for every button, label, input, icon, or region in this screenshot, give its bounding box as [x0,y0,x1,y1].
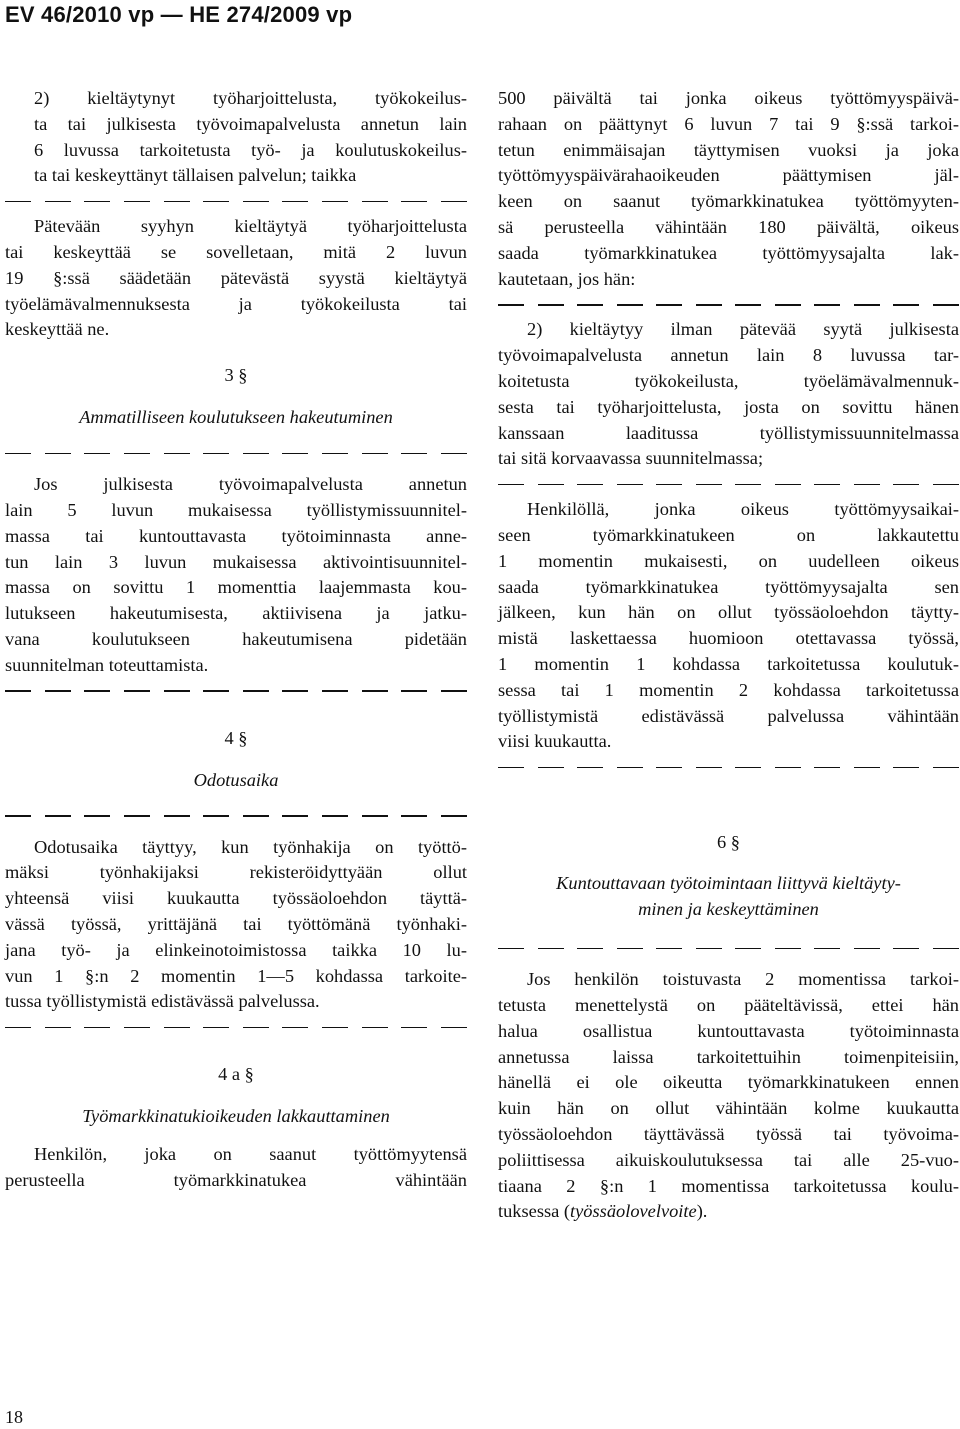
text-line: kanssaan laaditussa työllistymissuunnitelmassa [498,422,959,443]
section-title: Ammatilliseen koulutukseen hakeutuminen [79,407,393,428]
text-line: mistä laskettaessa huomioon otettavassa työssä, [498,628,959,649]
text-line: halua osallistua kuntouttavasta työtoiminnasta [498,1020,959,1041]
text-line: tai sitä korvaavassa suunnitelmassa; [498,448,764,469]
section-title-line: Kuntouttavaan työtoimintaan liittyvä kieltäyty- [556,873,901,894]
omission-dashes [498,936,959,961]
text-line: 6 luvussa tarkoitetusta työ- ja koulutuskokeilus- [34,139,467,160]
text-line: ta tai julkisesta työvoimapalvelusta annetun lain [34,113,467,134]
text-line: työllistymistä edistävässä palvelussa vähintään [498,705,959,726]
omission-dashes [5,1015,467,1040]
text-line: sä perusteella vähintään 180 päivältä, oikeus [498,216,959,237]
text-line: 500 päivältä tai jonka oikeus työttömyyspäivä- [498,88,959,108]
omission-dashes [498,755,959,780]
text-line: tussa työllistymistä edistävässä palvelussa. [5,991,320,1012]
text-line: jana työ- ja elinkeinotoimistossa taikka 10 lu- [5,939,467,960]
page-header: EV 46/2010 vp — HE 274/2009 vp [5,2,353,27]
text-line: työelämävalmennuksesta ja työkokeilusta tai [5,293,467,314]
section-number: 3 § [224,365,248,386]
paragraph-refuses-item [498,317,959,472]
paragraph-education [5,472,467,678]
text-line: seen työmarkkinatukeen on lakkautettu [498,524,959,545]
text-line: vun 1 §:n 2 momentin 1—5 kohdassa tarkoite- [5,965,467,986]
text-line: tiaana 2 §:n 1 momentissa tarkoitetussa koulu- [498,1175,959,1196]
text-line: kautetaan, jos hän: [498,268,636,289]
text-line: Pätevään syyhyn kieltäytyä työharjoittelusta [34,216,467,237]
text-line: hänellä ei ole oikeutta työmarkkinatukeen ennen [498,1072,959,1093]
text-line: työssäoloehdon täyttävässä työssä tai työvoima- [498,1123,959,1144]
text-line: lain 5 luvun mukaisessa työllistymissuunnitel- [5,499,467,520]
omission-dashes [5,441,467,466]
text-line: ta tai keskeyttänyt tällaisen palvelun; taikka [34,165,357,186]
text-line: massa on sovittu 1 momenttia laajemmasta kou- [5,577,467,598]
text-line: sessa tai 1 momentin 2 kohdassa tarkoitetussa [498,679,959,700]
text-line: keen on saanut työmarkkinatukea työttömyyten- [498,191,959,212]
omission-dashes [5,679,467,704]
text-line: 19 §:ssä säädetään pätevästä syystä kieltäytyä [5,267,467,288]
paragraph-valid-reason [5,214,467,343]
left-column [5,86,467,1194]
paragraph-rehab-refusal [498,967,959,1225]
text-line: saada työmarkkinatukea työttömyysajalta lak- [498,242,959,263]
text-line: poliittisessa aikuiskoulutuksessa tai alle 25-vuo- [498,1149,959,1170]
text-line: työvoimapalvelusta annetun lain 8 luvussa tar- [498,345,959,366]
text-line: Henkilön, joka on saanut työttömyytensä [34,1144,467,1165]
section-title: Odotusaika [193,769,279,790]
section-number: 4 a § [218,1064,254,1085]
emphasized-term: työssäolovelvoite [570,1201,697,1222]
paragraph-termination [5,1142,467,1194]
text-line: tetusta menettelystä on pääteltävissä, ettei hän [498,994,959,1015]
text-line: vana koulutukseen hakeutumisena pidetään [5,628,467,649]
text-line: saada työmarkkinatukea työttömyysajalta sen [498,576,959,597]
text-line: mäksi työnhakijaksi rekisteröidyttyään ollut [5,862,467,883]
text-line: keskeyttää ne. [5,319,110,340]
text-line: 1 momentin 1 kohdassa tarkoitetussa koulutuk- [498,653,959,674]
omission-dashes [498,292,959,317]
page-number: 18 [5,1407,23,1427]
paragraph-termination-cont [498,86,959,292]
section-title-line: minen ja keskeyttäminen [638,899,819,920]
text-line: annetussa laissa tarkoitettuihin toimenpiteisiin, [498,1046,959,1067]
section-number: 6 § [717,832,740,853]
omission-dashes [5,804,467,829]
text-line: Jos henkilön toistuvasta 2 momentissa tarkoi- [527,969,959,990]
text-line: yhteensä viisi kuukautta työssäoloehdon täyttä- [5,888,467,909]
text-line: Odotusaika täyttyy, kun työnhakija on työttö- [34,836,467,857]
text-line: vässä työssä, yrittäjänä tai työttömänä työnhaki- [5,913,467,934]
text-line: massa tai kuntouttavasta työtoiminnasta anne- [5,525,467,546]
text-line: kuin hän on ollut vähintään kolme kuukautta [498,1098,959,1119]
text-line: 1 momentin mukaisesti, on uudelleen oikeus [498,550,959,571]
text-line: jälkeen, kun hän on ollut työssäoloehdon täytty- [498,602,959,623]
text-line: sesta tai työharjoittelusta, josta on sovittu hänen [498,396,959,417]
text-line: tun lain 3 luvun mukaisessa aktivointisuunnitel- [5,551,467,572]
section-number: 4 § [224,727,248,748]
text-line: Jos julkisesta työvoimapalvelusta annetun [34,474,467,495]
section-title [498,870,959,922]
text-line: 2) kieltäytyy ilman pätevää syytä julkisesta [527,319,959,340]
omission-dashes [498,472,959,497]
text-line: tetun enimmäisajan täyttymisen vuoksi ja joka [498,139,959,160]
text-line [498,1199,959,1225]
paragraph-renewed-right [498,497,959,755]
paragraph-waiting-period [5,835,467,1016]
text-line: lutukseen hakeutumisesta, aktiivisena ja jatku- [5,603,467,624]
paragraph-refusal-item [5,86,467,189]
text-fragment: ). [696,1201,708,1222]
text-line: koitetusta työkokeilusta, työelämävalmennuk- [498,370,959,391]
text-line: suunnitelman toteuttamista. [5,654,209,675]
omission-dashes [5,189,467,214]
text-line: viisi kuukautta. [498,731,612,752]
text-line: rahaan on päättynyt 6 luvun 7 tai 9 §:ssä tarkoi- [498,113,959,134]
right-column [498,86,959,1225]
text-line: 2) kieltäytynyt työharjoittelusta, työkokeilus- [34,88,467,108]
section-title: Työmarkkinatukioikeuden lakkauttaminen [82,1106,390,1127]
text-line: työttömyyspäivärahaoikeuden päättymisen jäl- [498,165,959,186]
text-line: Henkilöllä, jonka oikeus työttömyysaikai- [527,499,959,520]
text-line: tai keskeyttää se sovelletaan, mitä 2 luvun [5,241,467,262]
text-fragment: tuksessa ( [498,1201,571,1222]
text-line: perusteella työmarkkinatukea vähintään [5,1169,467,1190]
